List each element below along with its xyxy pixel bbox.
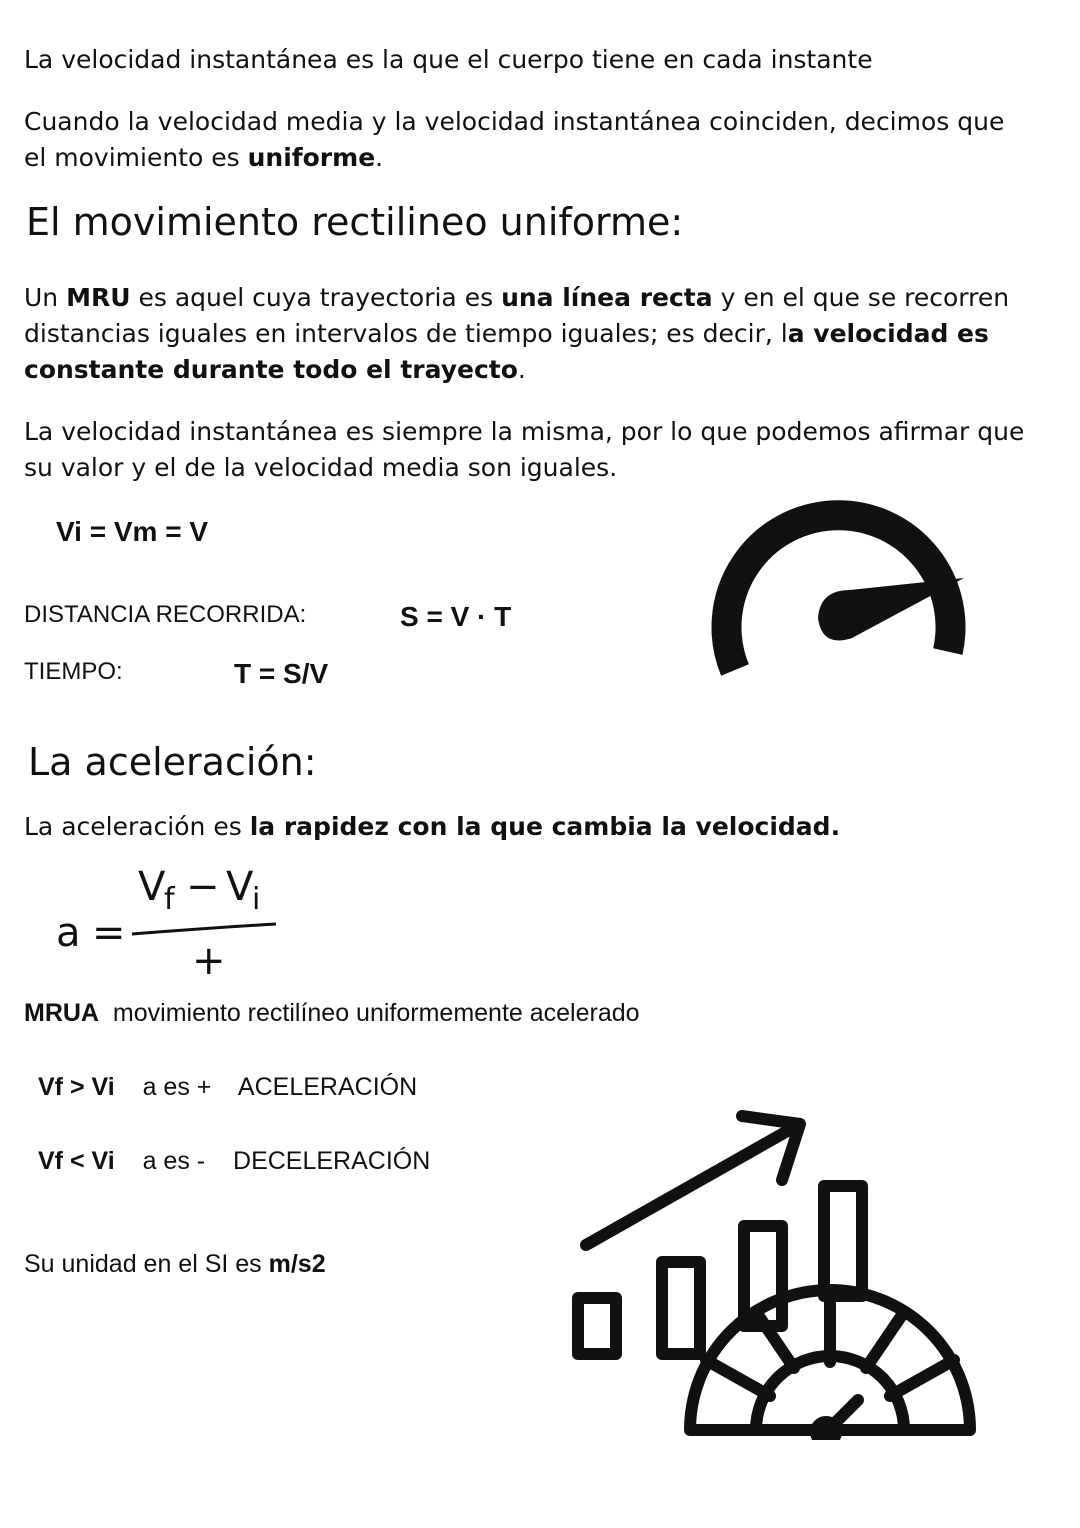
- accel-row-positive: [38, 1073, 417, 1102]
- mru-paragraph-2: La velocidad instantánea es siempre la misma, por lo que podemos afirmar que su valor y el de la velocidad media son iguales.: [24, 417, 1025, 482]
- hw-fraction-bar: [130, 920, 280, 940]
- accel-p1-a: La aceleración es: [24, 812, 250, 841]
- hw-vf: V: [138, 864, 166, 910]
- row2-word: DECELERACIÓN: [233, 1147, 431, 1175]
- intro-line-2-end: .: [375, 143, 384, 172]
- accel-p1-b: la rapidez con la que cambia la velocidad.: [249, 812, 841, 841]
- mru-paragraph-1: [24, 280, 1034, 388]
- intro-line-2-text: Cuando la velocidad media y la velocidad instantánea coinciden, decimos que el movimiento es: [24, 107, 1005, 172]
- si-unit-line: [24, 1250, 326, 1279]
- accel-paragraph: [24, 809, 1054, 845]
- intro-line-2: [24, 104, 1024, 176]
- intro-line-2-bold: uniforme: [247, 143, 376, 172]
- mrua-text: movimiento rectilíneo uniformemente acelerado: [112, 999, 640, 1027]
- accel-heading: La aceleración:: [28, 740, 317, 784]
- growth-speed-chart-icon: [560, 1100, 990, 1440]
- speedometer-icon: [700, 490, 980, 690]
- hw-f: f: [164, 882, 175, 917]
- si-unit-text: Su unidad en el SI es: [24, 1250, 269, 1278]
- mrua-bold: MRUA: [24, 999, 99, 1027]
- row1-sign: a es +: [142, 1073, 212, 1101]
- mru-p1-a: Un: [24, 283, 67, 312]
- mru-p1-g: .: [517, 355, 526, 384]
- row2-condition: Vf < Vi: [38, 1147, 115, 1175]
- hw-minus: −: [186, 864, 220, 910]
- accel-row-negative: [38, 1147, 430, 1176]
- hw-vi: V: [226, 864, 254, 910]
- handwritten-acceleration-formula: [56, 860, 296, 985]
- mru-p1-c: es aquel cuya trayectoria es: [130, 283, 502, 312]
- mru-p1-e: y en el que se recorren distancias iguales en intervalos de tiempo iguales; es decir, l: [24, 283, 1010, 348]
- formula-vi-vm-v: Vi = Vm = V: [56, 516, 209, 547]
- distance-formula: S = V · T: [400, 601, 512, 632]
- row1-word: ACELERACIÓN: [237, 1073, 418, 1101]
- hw-equals: =: [92, 910, 126, 956]
- row2-sign: a es -: [142, 1147, 206, 1175]
- time-label: TIEMPO:: [24, 658, 123, 685]
- intro-line-1: La velocidad instantánea es la que el cuerpo tiene en cada instante: [24, 45, 873, 74]
- hw-t: +: [192, 938, 226, 984]
- row1-condition: Vf > Vi: [38, 1073, 115, 1101]
- hw-a: a: [56, 910, 81, 956]
- distance-label: DISTANCIA RECORRIDA:: [24, 601, 307, 628]
- mru-p1-d: una línea recta: [501, 283, 713, 312]
- hw-i: i: [252, 882, 261, 917]
- time-formula: T = S/V: [234, 658, 329, 689]
- si-unit-value: m/s2: [268, 1250, 326, 1278]
- mrua-line: [24, 999, 640, 1028]
- mru-p1-b: MRU: [66, 283, 131, 312]
- mru-heading: El movimiento rectilineo uniforme:: [26, 200, 684, 244]
- mru-p1-f: a velocidad es constante durante todo el trayecto: [24, 319, 989, 384]
